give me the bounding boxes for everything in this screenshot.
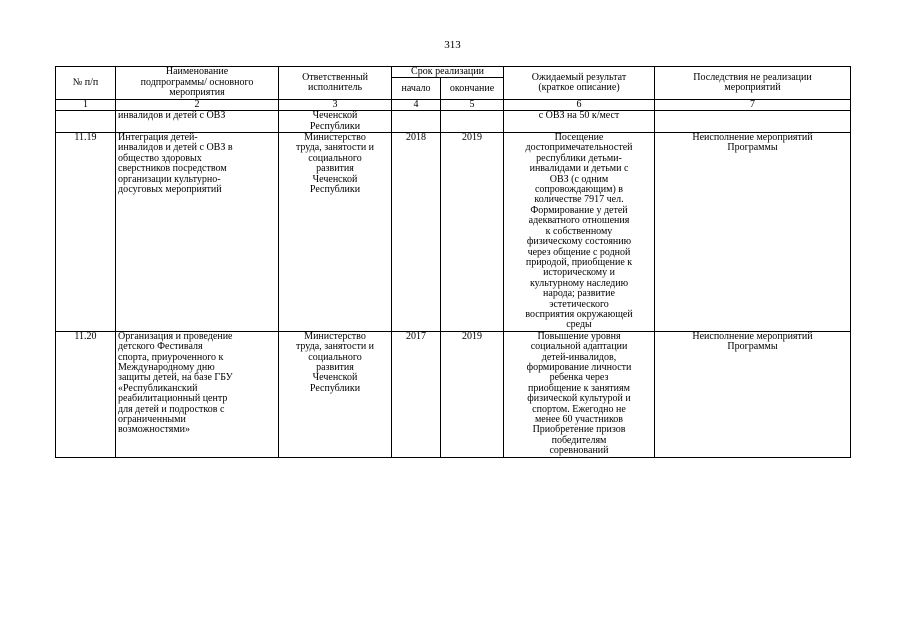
table-row xyxy=(56,331,851,457)
row-name: инвалидов и детей с ОВЗ xyxy=(116,111,279,133)
header-num: № п/п xyxy=(56,67,116,100)
row-name: Интеграция детей- инвалидов и детей с ОВЗ в общество здоровых сверстников посредством организации культурно- досуговых мероприятий xyxy=(116,133,279,332)
row-end: 2019 xyxy=(441,133,504,332)
column-number: 6 xyxy=(504,99,655,110)
row-start xyxy=(392,111,441,133)
column-numbers-row xyxy=(56,99,851,110)
column-number: 1 xyxy=(56,99,116,110)
row-num: 11.19 xyxy=(56,133,116,332)
row-result: с ОВЗ на 50 к/мест xyxy=(504,111,655,133)
column-number: 7 xyxy=(655,99,851,110)
table-row xyxy=(56,111,851,133)
header-executor: Ответственный исполнитель xyxy=(279,67,392,100)
row-executor: Министерство труда, занятости и социального развития Чеченской Республики xyxy=(279,133,392,332)
row-start: 2018 xyxy=(392,133,441,332)
header-name: Наименование подпрограммы/ основного мероприятия xyxy=(116,67,279,100)
row-end xyxy=(441,111,504,133)
column-number: 4 xyxy=(392,99,441,110)
row-name: Организация и проведение детского Фестиваля спорта, приуроченного к Международному дню защиты детей, на базе ГБУ «Республиканский реабилитационный центр для детей и подростков с ограниченными возможностями» xyxy=(116,331,279,457)
row-consequences: Неисполнение мероприятий Программы xyxy=(655,133,851,332)
row-num: 11.20 xyxy=(56,331,116,457)
row-start: 2017 xyxy=(392,331,441,457)
row-consequences: Неисполнение мероприятий Программы xyxy=(655,331,851,457)
row-result: Посещение достопримечательностей республики детьми- инвалидами и детьми с ОВЗ (с одним сопровождающим) в количестве 7917 чел. Формирование у детей адекватного отношения к собственному физическому состоянию через общение с родной природой, приобщение к историческому и культурному наследию народа; развитие эстетического восприятия окружающей среды xyxy=(504,133,655,332)
table-header-row xyxy=(56,67,851,78)
header-start: начало xyxy=(392,78,441,99)
header-consequences: Последствия не реализации мероприятий xyxy=(655,67,851,100)
row-result: Повышение уровня социальной адаптации детей-инвалидов, формирование личности ребенка через приобщение к занятиям физической культурой и спортом. Ежегодно не менее 60 участников Приобретение призов победителям соревнований xyxy=(504,331,655,457)
column-number: 2 xyxy=(116,99,279,110)
row-end: 2019 xyxy=(441,331,504,457)
header-period: Срок реализации xyxy=(392,67,504,78)
table-row xyxy=(56,133,851,332)
program-table xyxy=(55,66,851,458)
header-end: окончание xyxy=(441,78,504,99)
column-number: 5 xyxy=(441,99,504,110)
row-executor: Министерство труда, занятости и социального развития Чеченской Республики xyxy=(279,331,392,457)
header-result: Ожидаемый результат (краткое описание) xyxy=(504,67,655,100)
row-executor: Чеченской Республики xyxy=(279,111,392,133)
row-consequences xyxy=(655,111,851,133)
row-num xyxy=(56,111,116,133)
column-number: 3 xyxy=(279,99,392,110)
page-number: 313 xyxy=(444,39,461,51)
